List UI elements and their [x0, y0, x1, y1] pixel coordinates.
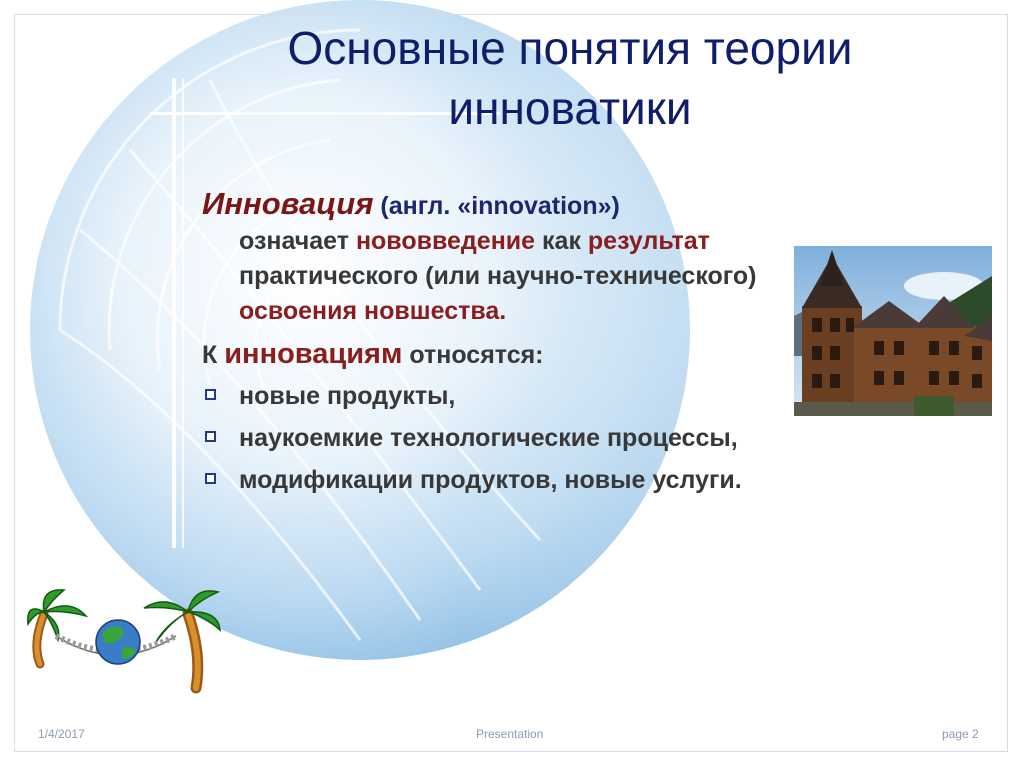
house-photo — [794, 246, 992, 416]
slide-title — [200, 18, 940, 138]
list-intro-suffix: относятся: — [402, 341, 544, 369]
title-line-1: Основные понятия теории — [287, 22, 853, 74]
definition-continuation — [202, 224, 802, 329]
list-intro — [202, 337, 802, 373]
title-line-2: инноватики — [448, 82, 692, 134]
square-bullet-icon — [205, 473, 216, 484]
footer-title: Presentation — [476, 727, 544, 741]
definition-term: Инновация — [202, 186, 374, 221]
list-item-text: модификации продуктов, новые услуги. — [239, 466, 742, 494]
text-practical: практического (или научно-технического) — [239, 262, 757, 290]
origin-suffix: ) — [611, 192, 620, 220]
definition-paragraph — [202, 186, 802, 329]
list-item-text: наукоемкие технологические процессы, — [239, 424, 738, 452]
list-intro-highlight: инновациям — [224, 338, 403, 370]
palm-trees-hammock-globe-icon — [26, 584, 222, 694]
square-bullet-icon — [205, 389, 216, 400]
footer-date: 1/4/2017 — [38, 727, 85, 741]
list-item-text: новые продукты, — [239, 382, 456, 410]
slide-body — [202, 186, 802, 505]
text-means: означает — [239, 227, 356, 255]
list-intro-prefix: К — [202, 341, 225, 369]
list-item — [202, 463, 802, 498]
highlight-mastering: освоения новшества. — [239, 297, 507, 325]
square-bullet-icon — [205, 431, 216, 442]
highlight-novelty: нововведение — [355, 227, 536, 255]
list-item — [202, 379, 802, 414]
origin-prefix: (англ. — [373, 192, 458, 220]
list-item — [202, 421, 802, 456]
text-as: как — [535, 227, 588, 255]
innovation-list — [202, 379, 802, 498]
footer-page-number: page 2 — [942, 727, 979, 741]
origin-word: «innovation» — [457, 192, 612, 220]
highlight-result: результат — [587, 227, 710, 255]
